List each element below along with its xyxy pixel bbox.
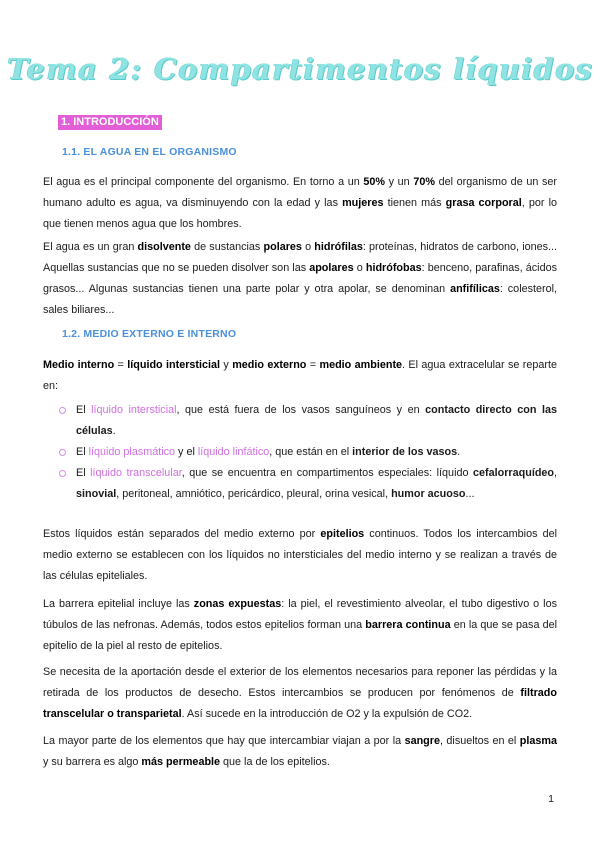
text-run: ... xyxy=(465,488,475,500)
bold-term: Medio interno xyxy=(43,359,115,371)
text-run: , xyxy=(554,467,558,479)
paragraph-barrera-epitelial xyxy=(43,594,557,657)
text-run: . xyxy=(457,446,461,458)
text-run: La barrera epitelial incluye las xyxy=(43,598,194,610)
paragraph-intercambios xyxy=(43,662,557,725)
bold-term: zonas expuestas xyxy=(193,598,282,610)
liquid-compartments-list xyxy=(59,400,557,505)
text-run: , por lo que tienen menos agua que los hombres. xyxy=(43,197,557,230)
list-item xyxy=(59,442,557,463)
paragraph-epitelios xyxy=(43,524,557,587)
bold-term: grasa corporal xyxy=(445,197,522,209)
text-run: : la piel, el revestimiento alveolar, el tubo digestivo o los túbulos de las nefronas. Además, todos estos epitelios forman una xyxy=(43,598,557,631)
circle-bullet-icon xyxy=(59,449,66,456)
text-run: y su barrera es algo xyxy=(43,756,142,768)
text-run: y el xyxy=(175,446,198,458)
highlight-term: líquido plasmático xyxy=(88,446,176,458)
bold-term: polares xyxy=(263,241,302,253)
text-run: , peritoneal, amniótico, pericárdico, pleural, orina vesical, xyxy=(116,488,392,500)
circle-bullet-icon xyxy=(59,470,66,477)
highlight-term: líquido intersticial xyxy=(91,404,177,416)
bold-term: disolvente xyxy=(137,241,191,253)
text-run: El xyxy=(76,404,92,416)
bold-term: cefalorraquídeo xyxy=(473,467,555,479)
bold-term: filtrado transcelular o transparietal xyxy=(43,687,557,720)
text-run: Se necesita de la aportación desde el exterior de los elementos necesarios para reponer las pérdidas y la retirada de los productos de desecho. Estos intercambios se producen por fenómenos de xyxy=(43,666,557,699)
bold-term: medio externo xyxy=(232,359,307,371)
text-run: , que se encuentra en compartimentos especiales: líquido xyxy=(181,467,474,479)
bold-term: anfifílicas xyxy=(450,283,500,295)
text-run: . El agua extracelular se reparte en: xyxy=(43,359,558,392)
page-title: Tema 2: Compartimentos líquidos xyxy=(6,52,594,86)
paragraph-sangre-plasma xyxy=(43,731,557,773)
text-run: El xyxy=(76,446,89,458)
bold-term: mujeres xyxy=(342,197,384,209)
bold-term: hidrófilas xyxy=(314,241,363,253)
bold-term: líquido intersticial xyxy=(127,359,221,371)
text-run: . Así sucede en la introducción de O2 y la expulsión de CO2. xyxy=(181,708,473,720)
text-run: tienen más xyxy=(383,197,446,209)
bold-term: 70% xyxy=(413,176,435,188)
bold-term: apolares xyxy=(309,262,354,274)
highlight-term: líquido linfático xyxy=(197,446,270,458)
bold-term: plasma xyxy=(519,735,557,747)
text-run: El agua es el principal componente del organismo. En torno a un xyxy=(43,176,364,188)
text-run: y un xyxy=(385,176,414,188)
text-run: = xyxy=(306,359,320,371)
text-run: = xyxy=(114,359,128,371)
bold-term: interior de los vasos xyxy=(352,446,458,458)
text-run: o xyxy=(301,241,315,253)
bold-term: humor acuoso xyxy=(391,488,466,500)
paragraph-agua-disolvente xyxy=(43,237,557,321)
text-run: , que está fuera de los vasos sanguíneos y en xyxy=(176,404,426,416)
bold-term: barrera continua xyxy=(365,619,451,631)
text-run: o xyxy=(353,262,366,274)
bold-term: más permeable xyxy=(141,756,221,768)
text-run: La mayor parte de los elementos que hay que intercambiar viajan a por la xyxy=(43,735,405,747)
text-run: El agua es un gran xyxy=(43,241,138,253)
list-item xyxy=(59,400,557,442)
text-run: del organismo de un ser humano adulto es agua, va disminuyendo con la edad y las xyxy=(43,176,557,209)
paragraph-medio-interno xyxy=(43,355,557,397)
subheading-agua-organismo: 1.1. EL AGUA EN EL ORGANISMO xyxy=(62,146,237,158)
highlight-term: líquido transcelular xyxy=(90,467,182,479)
bold-term: medio ambiente xyxy=(319,359,403,371)
text-run: , que están en el xyxy=(269,446,353,458)
bold-term: epitelios xyxy=(320,528,365,540)
text-run: El xyxy=(76,467,91,479)
page-number: 1 xyxy=(548,793,554,805)
list-item xyxy=(59,463,557,505)
text-run: Estos líquidos están separados del medio externo por xyxy=(43,528,321,540)
text-run: que la de los epitelios. xyxy=(220,756,330,768)
text-run: : benceno, parafinas, ácidos grasos... Algunas sustancias tienen una parte polar y otra apolar, se denominan xyxy=(43,262,557,295)
text-run: . xyxy=(112,425,116,437)
text-run: en la que se pasa del epitelio de la piel al resto de epitelios. xyxy=(43,619,557,652)
bold-term: sangre xyxy=(404,735,440,747)
text-run: , disueltos en el xyxy=(439,735,520,747)
bold-term: sinovial xyxy=(76,488,117,500)
bold-term: hidrófobas xyxy=(365,262,422,274)
text-run: de sustancias xyxy=(190,241,264,253)
text-run: continuos. Todos los intercambios del medio externo se establecen con los líquidos no intersticiales del medio interno y se realizan a través de las células epiteliales. xyxy=(43,528,557,582)
text-run: y xyxy=(220,359,233,371)
paragraph-agua-componente xyxy=(43,172,557,235)
section-heading-introduccion: 1. INTRODUCCIÓN xyxy=(58,115,162,130)
bold-term: contacto directo con las células xyxy=(76,404,557,437)
text-run: : proteínas, hidratos de carbono, iones... Aquellas sustancias que no se pueden disolver son las xyxy=(43,241,558,274)
subheading-medio-externo-interno: 1.2. MEDIO EXTERNO E INTERNO xyxy=(62,328,237,340)
bold-term: 50% xyxy=(363,176,385,188)
text-run: : colesterol, sales biliares... xyxy=(43,283,557,316)
circle-bullet-icon xyxy=(59,407,66,414)
